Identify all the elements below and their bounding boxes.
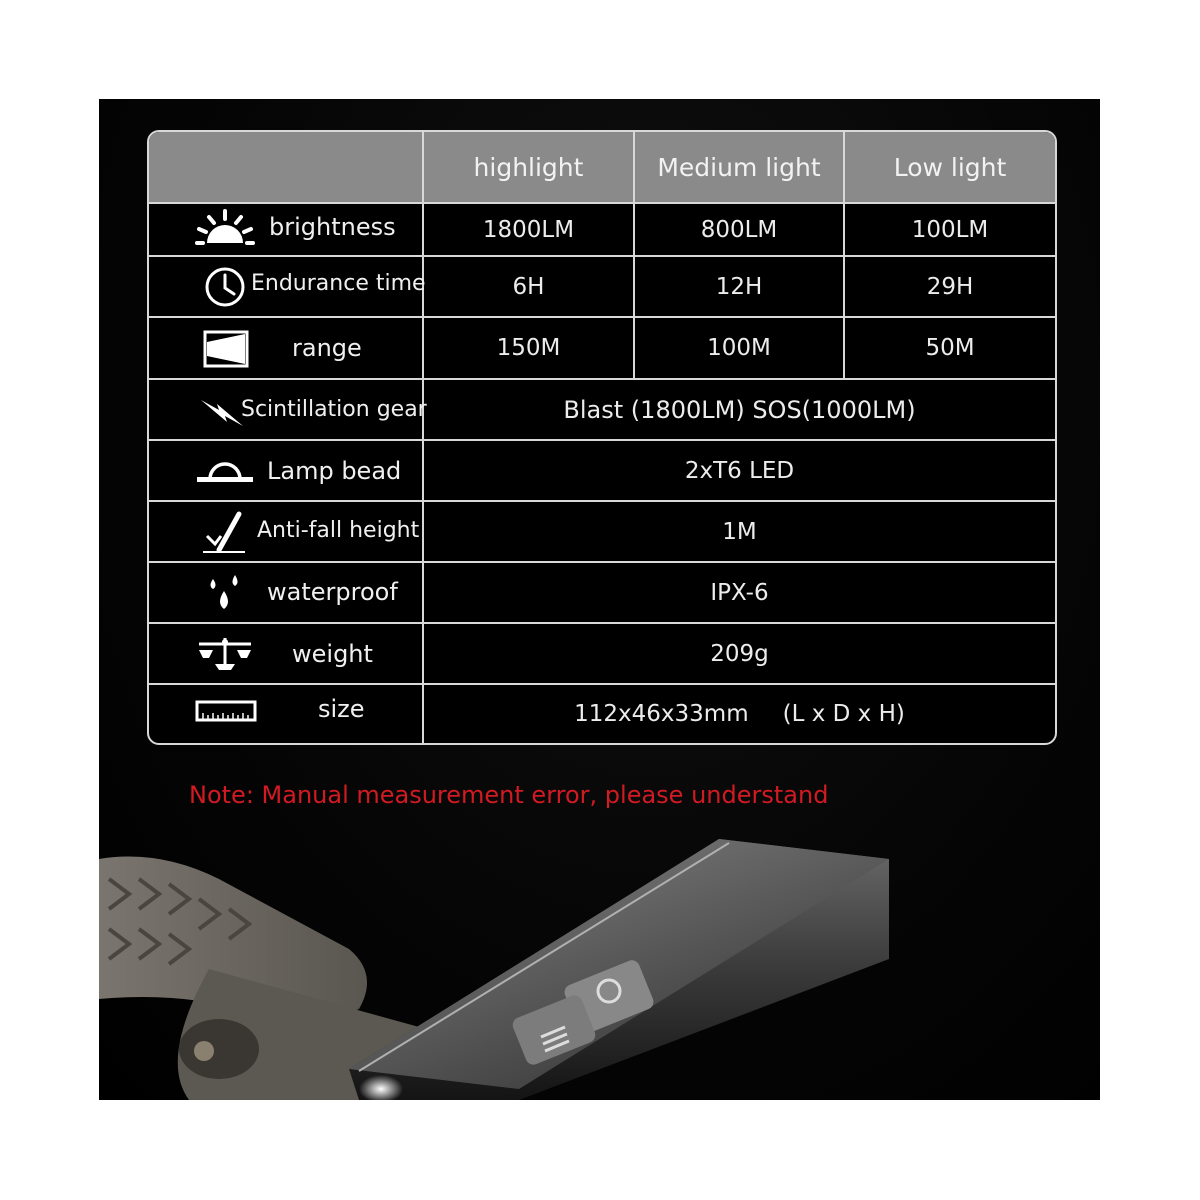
table-row: [149, 316, 1055, 378]
table-row: [149, 255, 1055, 316]
product-spec-panel: [99, 99, 1100, 1100]
product-photo: [99, 799, 1100, 1100]
header-low-light: Low light: [893, 152, 1007, 182]
value-range-high: 150M: [496, 335, 561, 361]
label-scintillation-gear: Scintillation gear: [241, 397, 427, 422]
label-waterproof: waterproof: [267, 578, 398, 606]
table-row: [149, 378, 1055, 439]
label-brightness: brightness: [269, 213, 396, 241]
value-waterproof: IPX-6: [710, 579, 769, 606]
value-brightness-medium: 800LM: [700, 216, 778, 243]
table-header-row: [149, 132, 1055, 202]
label-anti-fall-height: Anti-fall height: [257, 518, 420, 543]
value-endurance-high: 6H: [512, 273, 545, 300]
value-brightness-high: 1800LM: [482, 216, 575, 243]
value-range-medium: 100M: [707, 335, 771, 361]
water-drops-icon: [205, 571, 245, 615]
measurement-note: Note: Manual measurement error, please understand: [189, 781, 829, 809]
value-scintillation-gear: Blast (1800LM) SOS(1000LM): [563, 395, 916, 424]
spec-table: [147, 130, 1057, 745]
value-lamp-bead: 2xT6 LED: [684, 457, 795, 484]
value-anti-fall-height: 1M: [722, 518, 757, 545]
header-medium-light: Medium light: [657, 152, 821, 182]
value-endurance-medium: 12H: [715, 273, 763, 300]
label-endurance-time: Endurance time: [251, 271, 426, 296]
value-size: 112x46x33mm: [574, 701, 749, 727]
table-row: [149, 561, 1055, 622]
table-row: [149, 439, 1055, 500]
value-weight: 209g: [710, 640, 769, 667]
label-weight: weight: [292, 640, 373, 668]
value-endurance-low: 29H: [926, 273, 974, 300]
clock-icon: [204, 266, 246, 308]
lamp-bead-icon: [195, 455, 255, 485]
flash-icon: [199, 396, 245, 428]
value-brightness-low: 100LM: [911, 216, 989, 243]
sun-icon: [195, 209, 255, 249]
table-row: [149, 683, 1055, 743]
header-highlight: highlight: [473, 152, 584, 182]
table-row: [149, 622, 1055, 683]
table-row: [149, 202, 1055, 255]
ruler-icon: [195, 699, 257, 723]
label-size: size: [318, 695, 365, 723]
label-range: range: [292, 334, 362, 362]
label-lamp-bead: Lamp bead: [267, 457, 402, 485]
table-row: [149, 500, 1055, 561]
value-size-suffix: (L x D x H): [782, 701, 905, 727]
drop-test-icon: [201, 510, 247, 556]
beam-range-icon: [203, 330, 249, 368]
value-range-low: 50M: [925, 335, 975, 361]
scale-icon: [195, 636, 255, 672]
